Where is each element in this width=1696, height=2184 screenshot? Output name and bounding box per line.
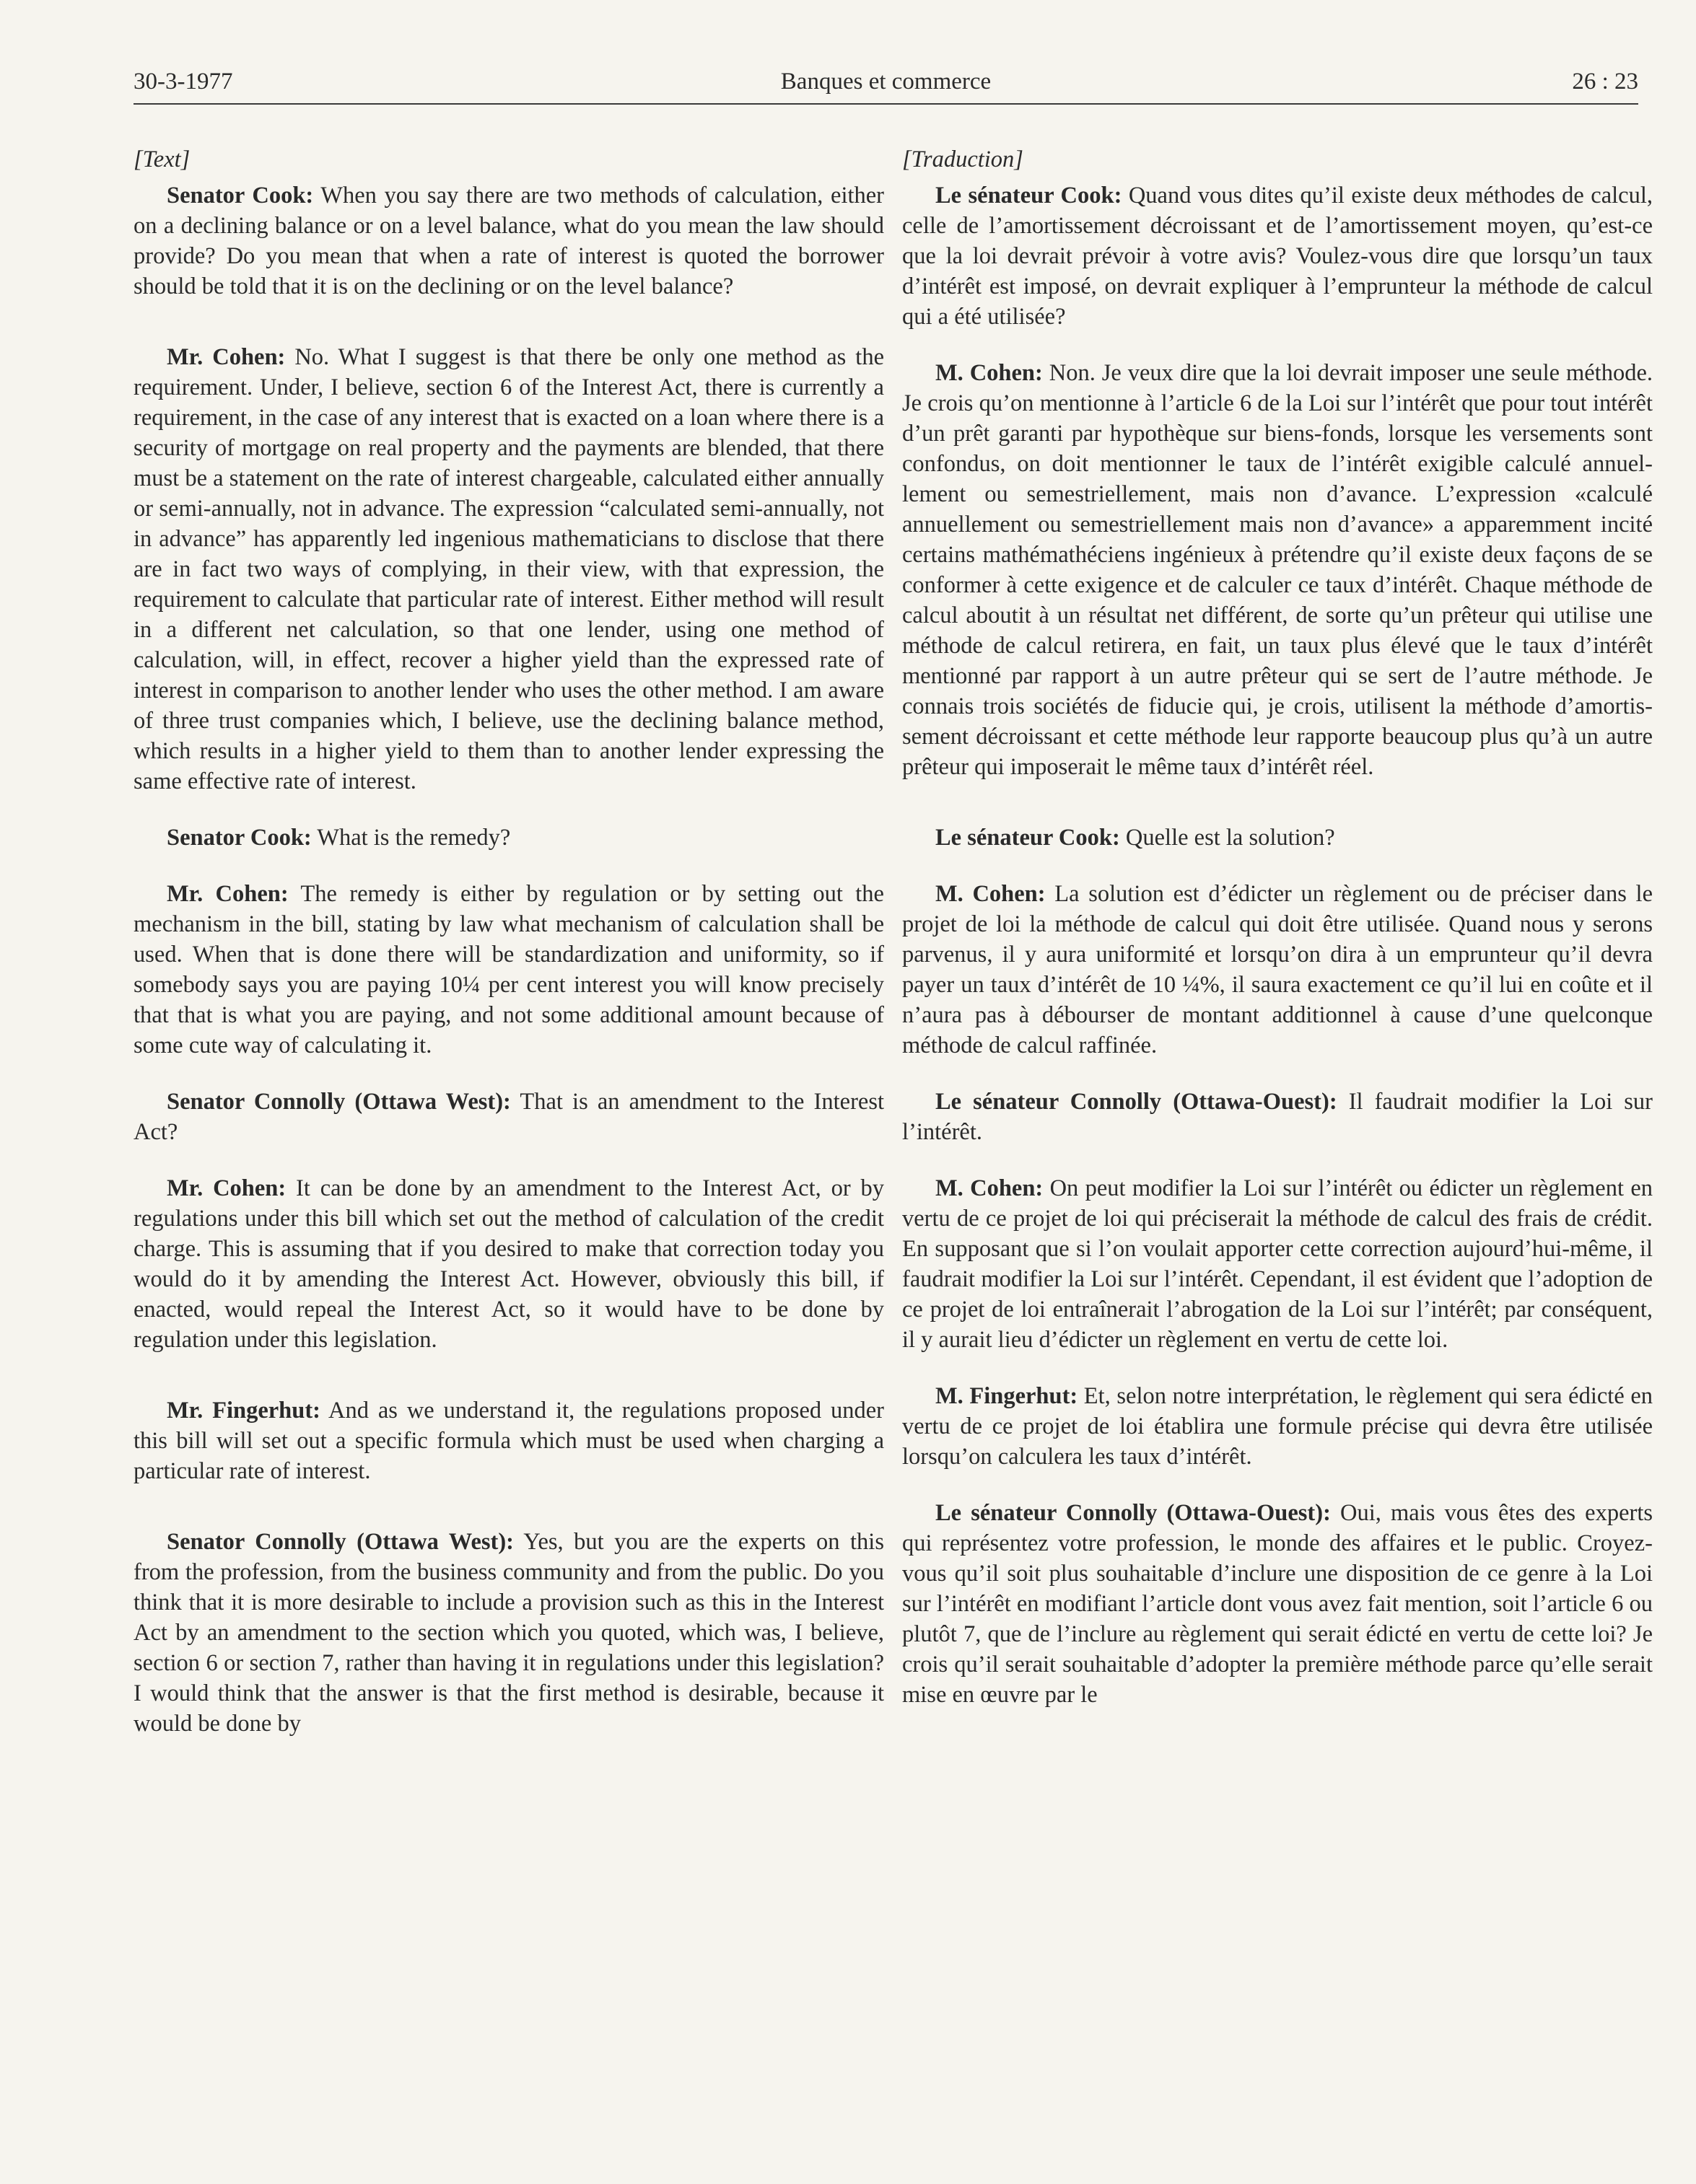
speaker-name: Senator Cook: xyxy=(167,825,312,851)
paragraph xyxy=(134,180,884,302)
paragraph-text: That is an amendment to the Interest Act? xyxy=(134,1089,885,1145)
column-label-traduction: [Traduction] xyxy=(902,146,1023,172)
column-label-text: [Text] xyxy=(134,146,191,172)
paragraph-text: Quelle est la solution? xyxy=(1119,825,1335,851)
speaker-name: M. Cohen: xyxy=(935,881,1046,907)
paragraph-text: No. What I suggest is that there be only one method as the requirement. Under, I believe, section 6 of the Interest Act, there is currently a requirement, in the case of any interest that is exacted on a loan where there is a security of mortgage on real property and the payments are blended, that there must be a statement on the rate of interest chargeable, calculated either annually or semi-annually, not in advance. The expression “calculated semi-annually, not in advance” has apparently led ingenious mathematicians to disclose that there are in fact two ways of complying, in their view, with that expression, the requirement to calculate that particular rate of interest. Either method will result in a different net calculation, so that one lender, using one method of calculation, will, in effect, recover a higher yield than the expressed rate of interest in comparison to another lender who uses the other method. I am aware of three trust companies which, I believe, use the declining balance method, which results in a higher yield to them than to another lender expressing the same effective rate of interest. xyxy=(134,344,884,794)
paragraph-text: On peut modifier la Loi sur l’intérêt ou édicter un règlement en vertu de ce projet de loi qui préciserait la méthode de calcul des frais de crédit. En supposant que si l’on voulait apporter cette correction aujourd’hui-même, il faudrait modifier la Loi sur l’intérêt. Cependant, il est évident que l’adoption de ce projet de loi entraînerait l’abrogation de la Loi sur l’intérêt; par conséquent, il y aurait lieu d’édicter un règlement en vertu de cette loi. xyxy=(902,1175,1653,1353)
paragraph xyxy=(134,342,884,797)
paragraph xyxy=(134,823,884,853)
speaker-name: Mr. Cohen: xyxy=(167,881,289,907)
page-header xyxy=(134,69,1638,105)
paragraph xyxy=(902,180,1653,332)
speaker-name: Senator Cook: xyxy=(167,183,314,209)
speaker-name: Mr. Cohen: xyxy=(167,344,286,370)
speaker-name: M. Cohen: xyxy=(935,1175,1044,1201)
speaker-name: M. Cohen: xyxy=(935,360,1043,386)
paragraph xyxy=(134,1527,884,1739)
paragraph xyxy=(902,823,1653,853)
paragraph-text: What is the remedy? xyxy=(311,825,511,851)
paragraph xyxy=(902,879,1653,1061)
paragraph xyxy=(902,1381,1653,1472)
speaker-name: Le sénateur Connolly (Ottawa-Ouest): xyxy=(935,1500,1331,1526)
paragraph-text: La solution est d’édicter un règlement ou de préciser dans le projet de loi la méthode de calcul qui doit être utilisée. Quand nous y serons parvenus, il y aura uniformité et lorsqu’on dira à un emprunteur qu’il devra payer un taux d’intérêt de 10 ¼%, il saura exactement ce qu’il lui en coûte et il n’aura pas à débourser de montant additionnel à cause d’une quelconque méthode de calcul raffinée. xyxy=(902,881,1653,1058)
paragraph-text: It can be done by an amendment to the Interest Act, or by regulations under this bill which set out the method of calculation of the credit charge. This is assuming that if you desired to make that correction today you would do it by amending the Interest Act. However, obviously this bill, if enacted, would repeal the Interest Act, so it would have to be done by regulation under this legislation. xyxy=(134,1175,884,1353)
paragraph xyxy=(134,879,884,1061)
paragraph xyxy=(902,1498,1653,1710)
paragraph-text: Non. Je veux dire que la loi devrait imposer une seule méthode. Je crois qu’on mentionne à l’article 6 de la Loi sur l’intérêt que pour tout intérêt d’un prêt garanti par hypothèque sur biens-fonds, lorsque les versements sont confondus, on doit mentionner le taux de l’intérêt exigible calculé annuellement ou semestriellement, mais non d’avance. L’expression «calculé annuellement ou semestriellement mais non d’avance» a apparemment incité certains mathémathéciens ingénieux à prétendre qu’il existe deux façons de se conformer à cette exigence et de calculer ce taux d’intérêt. Chaque méthode de calcul aboutit à un résultat net différent, de sorte qu’un prêteur qui utilise une méthode de calcul retirera, en fait, un taux plus élevé que le taux d’intérêt mentionné par rapport à un autre prêteur qui se sert de l’autre méthode. Je connais trois sociétés de fiducie qui, je crois, utilisent la méthode d’amortissement décroissant et cette méthode leur rapporte beaucoup plus qu’à un autre prêteur qui imposerait le même taux d’intérêt réel. xyxy=(902,360,1653,780)
paragraph-text: Quand vous dites qu’il existe deux méthodes de calcul, celle de l’amortissement décroissant et de l’amortissement moyen, qu’est-ce que la loi devrait prévoir à votre avis? Voulez-vous dire que lorsqu’un taux d’intérêt est imposé, on devrait expliquer à l’emprunteur la méthode de calcul qui a été utilisée? xyxy=(902,183,1653,330)
english-column xyxy=(134,144,884,1739)
speaker-name: Senator Connolly (Ottawa West): xyxy=(167,1529,514,1555)
paragraph xyxy=(134,1395,884,1486)
paragraph-text: Et, selon notre interprétation, le règlement qui sera édicté en vertu de ce projet de loi établira une formule précise qui devra être utilisée lorsqu’on calculera les taux d’intérêt. xyxy=(902,1383,1653,1470)
french-column xyxy=(902,144,1653,1710)
speaker-name: Senator Connolly (Ottawa West): xyxy=(167,1089,511,1115)
header-title: Banques et commerce xyxy=(780,69,992,95)
speaker-name: Le sénateur Cook: xyxy=(935,183,1122,209)
header-page-number: 26 : 23 xyxy=(1572,69,1638,95)
paragraph-text: Il faudrait modifier la Loi sur l’intérêt. xyxy=(902,1089,1653,1145)
speaker-name: Mr. Fingerhut: xyxy=(167,1398,320,1424)
speaker-name: Mr. Cohen: xyxy=(167,1175,287,1201)
paragraph-text: The remedy is either by regulation or by setting out the mechanism in the bill, stating by law what mechanism of calculation shall be used. When that is done there will be standardization and uniformity, so if somebody says you are paying 10¼ per cent interest you will know precisely that that is what you are paying, and not some additional amount because of some cute way of calculating it. xyxy=(134,881,884,1058)
paragraph xyxy=(902,358,1653,782)
speaker-name: M. Fingerhut: xyxy=(935,1383,1078,1409)
paragraph-text: And as we understand it, the regulations proposed under this bill will set out a specific formula which must be used when charging a particular rate of interest. xyxy=(134,1398,884,1484)
speaker-name: Le sénateur Connolly (Ottawa-Ouest): xyxy=(935,1089,1337,1115)
paragraph xyxy=(902,1173,1653,1355)
header-date: 30-3-1977 xyxy=(134,69,233,95)
paragraph-text: When you say there are two methods of calculation, either on a declining balance or on a level balance, what do you mean the law should provide? Do you mean that when a rate of interest is quoted the borrower should be told that it is on the declining or on the level balance? xyxy=(134,183,884,299)
header-rule xyxy=(134,103,1638,105)
paragraph xyxy=(134,1087,884,1147)
paragraph xyxy=(902,1087,1653,1147)
paragraph xyxy=(134,1173,884,1355)
speaker-name: Le sénateur Cook: xyxy=(935,825,1120,851)
paragraph-text: Yes, but you are the experts on this from the profession, from the business community and from the public. Do you think that it is more desirable to include a provision such as this in the Interest Act by an amendment to the section which you quoted, which was, I believe, section 6 or section 7, rather than having it in regulations under this legislation? I would think that the answer is that the first method is desirable, because it would be done by xyxy=(134,1529,884,1737)
paragraph-text: Oui, mais vous êtes des experts qui représentez votre profession, le monde des affaires et le public. Croyez-vous qu’il soit plus souhaitable d’inclure une disposition de ce genre à la Loi sur l’intérêt en modifiant l’article dont vous avez fait mention, soit l’article 6 ou plutôt 7, que de l’inclure au règlement qui serait édicté en vertu de cette loi? Je crois qu’il serait souhaitable d’adopter la première méthode parce qu’elle serait mise en œuvre par le xyxy=(902,1500,1653,1708)
